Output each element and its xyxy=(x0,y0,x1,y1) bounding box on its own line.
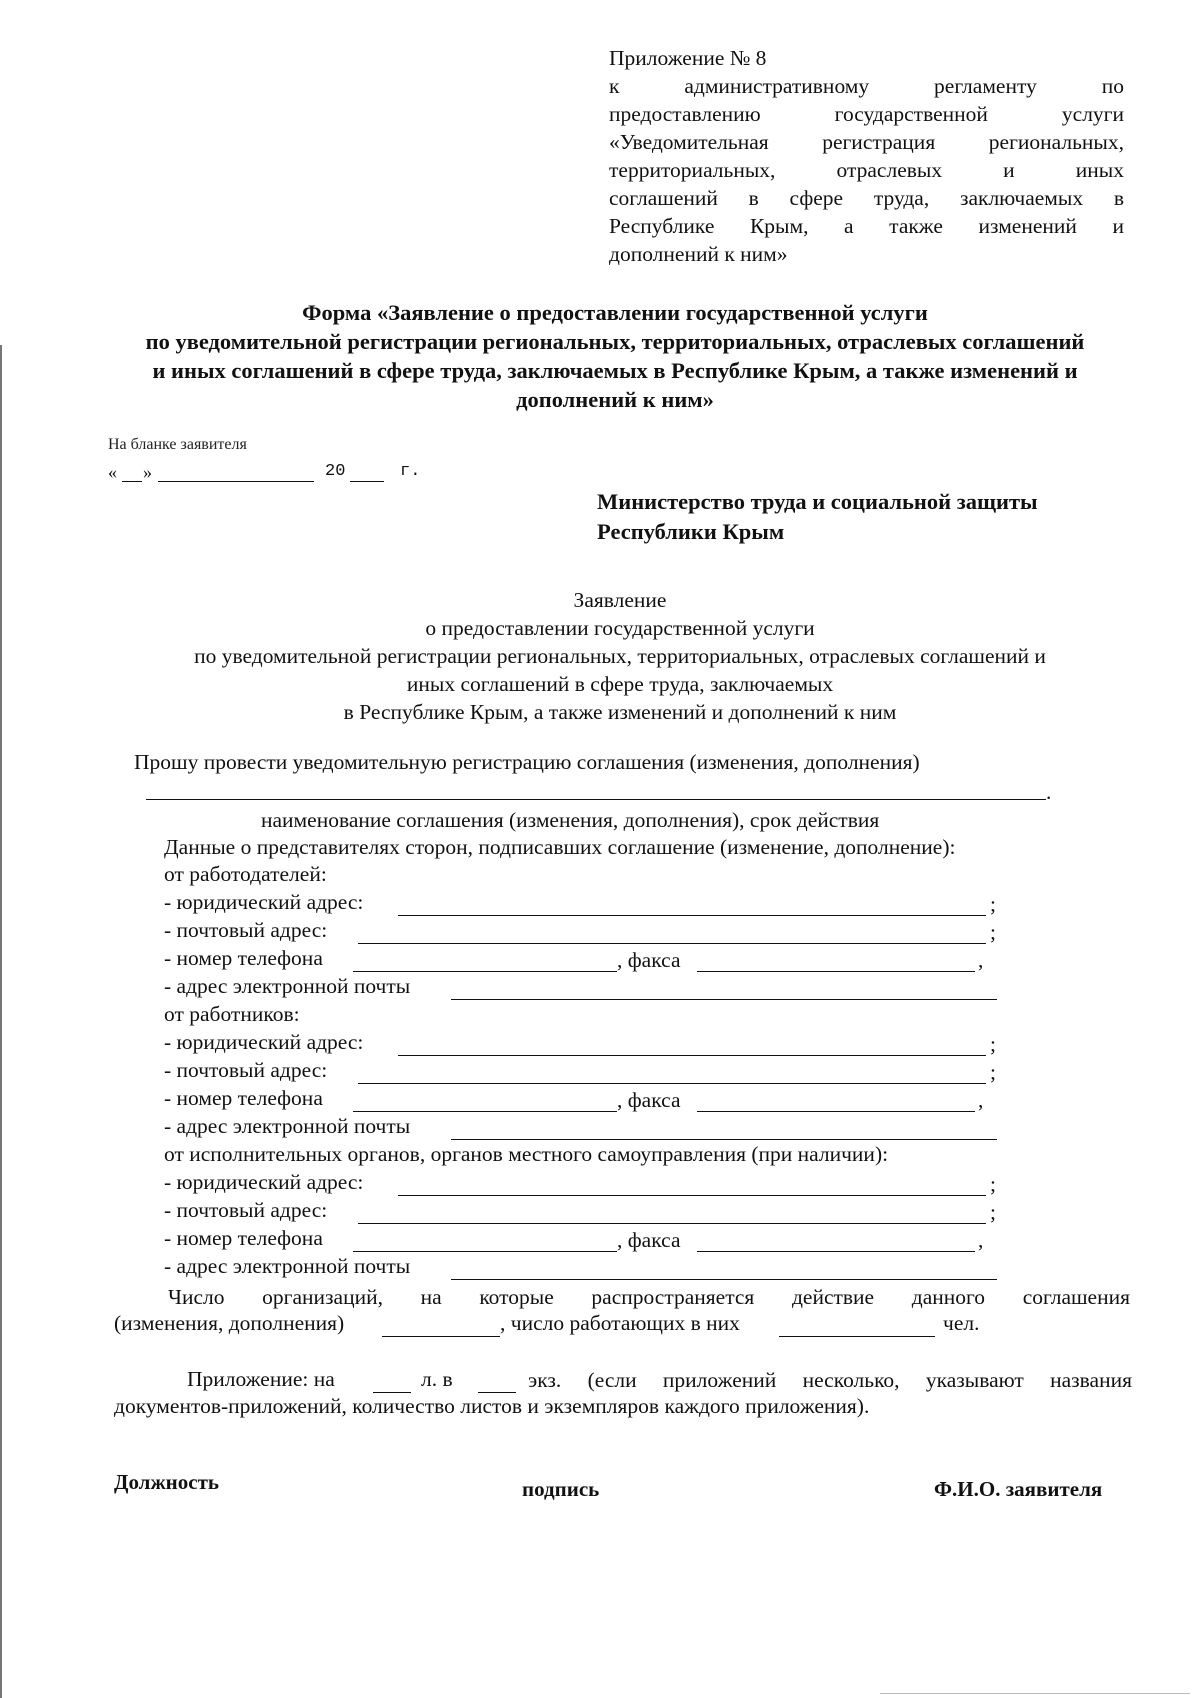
application-title-line: по уведомительной регистрации региональных, территориальных, отраслевых соглашений и xyxy=(194,644,1046,668)
employees-phone-field[interactable] xyxy=(353,1089,617,1112)
executive-email-field[interactable] xyxy=(451,1257,997,1280)
attachment-sheets-field[interactable] xyxy=(373,1370,411,1393)
organizations-line: Число организаций, на которые распространяется действие данного соглашения xyxy=(168,1285,1130,1309)
email-label: - адрес электронной почты xyxy=(164,974,411,998)
year-field[interactable] xyxy=(350,463,384,482)
executive-postal-address-field[interactable] xyxy=(358,1201,986,1224)
request-line-end: . xyxy=(1046,780,1052,804)
appendix-line: Приложение № 8 xyxy=(609,46,767,70)
form-title-line: Форма «Заявление о предоставлении государственной услуги xyxy=(302,300,928,325)
postal-address-label: - почтовый адрес: xyxy=(164,1058,328,1082)
appendix-line: предоставлению государственной услуги xyxy=(609,102,1124,126)
employees-fax-field[interactable] xyxy=(697,1089,975,1112)
attachment-label-a: Приложение: на xyxy=(187,1367,335,1391)
phone-label: - номер телефона xyxy=(164,1086,323,1110)
field-semicolon: ; xyxy=(990,1032,996,1056)
form-title-line: и иных соглашений в сфере труда, заключаемых в Республике Крым, а также изменений и xyxy=(152,358,1078,383)
request-text: Прошу провести уведомительную регистрацию соглашения (изменения, дополнения) xyxy=(134,750,920,774)
letterhead-note: На бланке заявителя xyxy=(108,436,247,453)
signature-name: Ф.И.О. заявителя xyxy=(934,1477,1103,1501)
employers-legal-address-field[interactable] xyxy=(398,893,986,916)
email-label: - адрес электронной почты xyxy=(164,1254,411,1278)
scan-artifact-line xyxy=(880,1693,1190,1694)
application-title-line: иных соглашений в сфере труда, заключаемых xyxy=(406,672,834,696)
field-comma: , xyxy=(978,948,984,972)
application-title-line: Заявление xyxy=(573,588,667,612)
appendix-line: «Уведомительная регистрация региональных, xyxy=(609,130,1124,154)
agreement-name-caption: наименование соглашения (изменения, дополнения), срок действия xyxy=(261,808,880,832)
phone-label: - номер телефона xyxy=(164,1226,323,1250)
scan-edge xyxy=(0,345,2,1698)
fax-label: , факса xyxy=(617,948,681,972)
postal-address-label: - почтовый адрес: xyxy=(164,918,328,942)
organizations-label-c: чел. xyxy=(943,1311,980,1335)
form-title xyxy=(100,298,1130,414)
phone-label: - номер телефона xyxy=(164,946,323,970)
field-semicolon: ; xyxy=(990,1172,996,1196)
date-quote-close: » xyxy=(143,462,152,482)
application-title-line: о предоставлении государственной услуги xyxy=(425,616,815,640)
legal-address-label: - юридический адрес: xyxy=(164,890,364,914)
employees-postal-address-field[interactable] xyxy=(358,1061,986,1084)
organizations-label-b: , число работающих в них xyxy=(500,1311,740,1335)
employees-email-field[interactable] xyxy=(451,1117,997,1140)
fax-label: , факса xyxy=(617,1088,681,1112)
executive-fax-field[interactable] xyxy=(697,1229,975,1252)
employees-legal-address-field[interactable] xyxy=(398,1033,986,1056)
field-semicolon: ; xyxy=(990,892,996,916)
attachment-label-b: л. в xyxy=(421,1367,453,1391)
party-title-employees: от работников: xyxy=(164,1002,300,1026)
field-comma: , xyxy=(978,1088,984,1112)
day-field[interactable] xyxy=(122,463,142,482)
signature-position: Должность xyxy=(114,1470,220,1494)
legal-address-label: - юридический адрес: xyxy=(164,1030,364,1054)
year-suffix: г. xyxy=(400,462,421,481)
month-field[interactable] xyxy=(158,463,314,482)
appendix-block xyxy=(609,44,1124,268)
legal-address-label: - юридический адрес: xyxy=(164,1170,364,1194)
appendix-line: к административному регламенту по xyxy=(609,74,1124,98)
party-title-executive-bodies: от исполнительных органов, органов местного самоуправления (при наличии): xyxy=(164,1142,889,1166)
appendix-line: Республике Крым, а также изменений и xyxy=(609,214,1124,238)
application-title xyxy=(100,586,1140,726)
attachment-line2: документов-приложений, количество листов и экземпляров каждого приложения). xyxy=(114,1394,870,1418)
fax-label: , факса xyxy=(617,1228,681,1252)
postal-address-label: - почтовый адрес: xyxy=(164,1198,328,1222)
form-title-line: дополнений к ним» xyxy=(516,387,714,412)
field-comma: , xyxy=(978,1228,984,1252)
parties-intro: Данные о представителях сторон, подписавших соглашение (изменение, дополнение): xyxy=(164,835,956,859)
field-semicolon: ; xyxy=(990,1060,996,1084)
field-semicolon: ; xyxy=(990,920,996,944)
year-prefix: 20 xyxy=(325,462,346,481)
application-title-line: в Республике Крым, а также изменений и дополнений к ним xyxy=(343,700,897,724)
attachment-copies-field[interactable] xyxy=(478,1370,516,1393)
email-label: - адрес электронной почты xyxy=(164,1114,411,1138)
organizations-count-field[interactable] xyxy=(382,1314,500,1337)
employers-postal-address-field[interactable] xyxy=(358,921,986,944)
employers-email-field[interactable] xyxy=(451,977,997,1000)
appendix-line: территориальных, отраслевых и иных xyxy=(609,158,1124,182)
organizations-paragraph xyxy=(114,1284,1130,1311)
executive-phone-field[interactable] xyxy=(353,1229,617,1252)
attachment-tail xyxy=(528,1367,1132,1394)
agreement-name-field[interactable] xyxy=(146,784,1046,800)
field-semicolon: ; xyxy=(990,1200,996,1224)
organizations-label-a: (изменения, дополнения) xyxy=(114,1311,345,1335)
recipient-line: Республики Крым xyxy=(597,519,785,544)
date-quote-open: « xyxy=(108,462,117,482)
attachment-line: экз. (если приложений несколько, указывают названия xyxy=(528,1368,1132,1392)
executive-legal-address-field[interactable] xyxy=(398,1173,986,1196)
employers-phone-field[interactable] xyxy=(353,949,617,972)
appendix-line: дополнений к ним» xyxy=(609,242,788,266)
workers-count-field[interactable] xyxy=(779,1314,935,1337)
form-title-line: по уведомительной регистрации региональных, территориальных, отраслевых соглашений xyxy=(145,329,1085,354)
recipient xyxy=(597,487,1038,547)
recipient-line: Министерство труда и социальной защиты xyxy=(597,489,1038,514)
party-title-employers: от работодателей: xyxy=(164,862,327,886)
appendix-line: соглашений в сфере труда, заключаемых в xyxy=(609,186,1124,210)
signature-sign: подпись xyxy=(522,1477,600,1501)
employers-fax-field[interactable] xyxy=(697,949,975,972)
